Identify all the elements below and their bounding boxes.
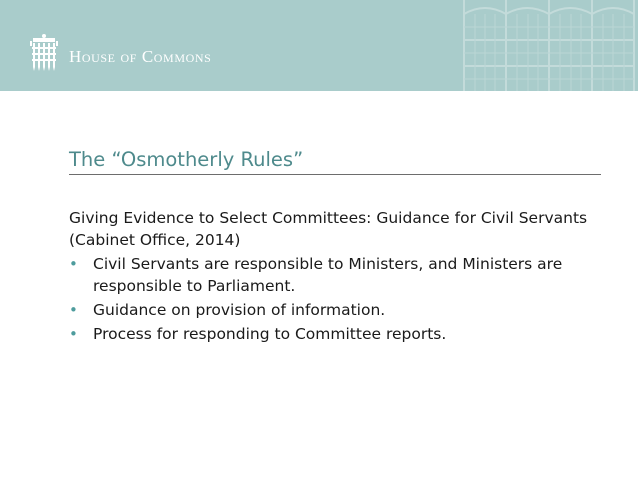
slide-title: The “Osmotherly Rules” bbox=[69, 148, 304, 171]
header-band bbox=[0, 0, 638, 91]
title-divider bbox=[69, 174, 601, 175]
house-of-commons-wordmark: House of Commons bbox=[69, 47, 212, 66]
bullet-icon: • bbox=[69, 325, 78, 343]
list-item bbox=[69, 323, 609, 345]
bullet-icon: • bbox=[69, 301, 78, 319]
bullet-icon: • bbox=[69, 255, 78, 273]
bullet-text: Civil Servants are responsible to Ministers, and Ministers are responsible to Parliament. bbox=[93, 255, 563, 295]
portcullis-icon bbox=[27, 33, 61, 71]
intro-text: Giving Evidence to Select Committees: Guidance for Civil Servants (Cabinet Office, 2014) bbox=[69, 209, 588, 249]
window-tracery-pattern bbox=[460, 0, 638, 91]
bullet-list bbox=[69, 253, 609, 345]
list-item bbox=[69, 299, 609, 321]
bullet-text: Process for responding to Committee reports. bbox=[93, 325, 447, 343]
slide-body bbox=[69, 207, 609, 347]
list-item bbox=[69, 253, 609, 297]
bullet-text: Guidance on provision of information. bbox=[93, 301, 386, 319]
